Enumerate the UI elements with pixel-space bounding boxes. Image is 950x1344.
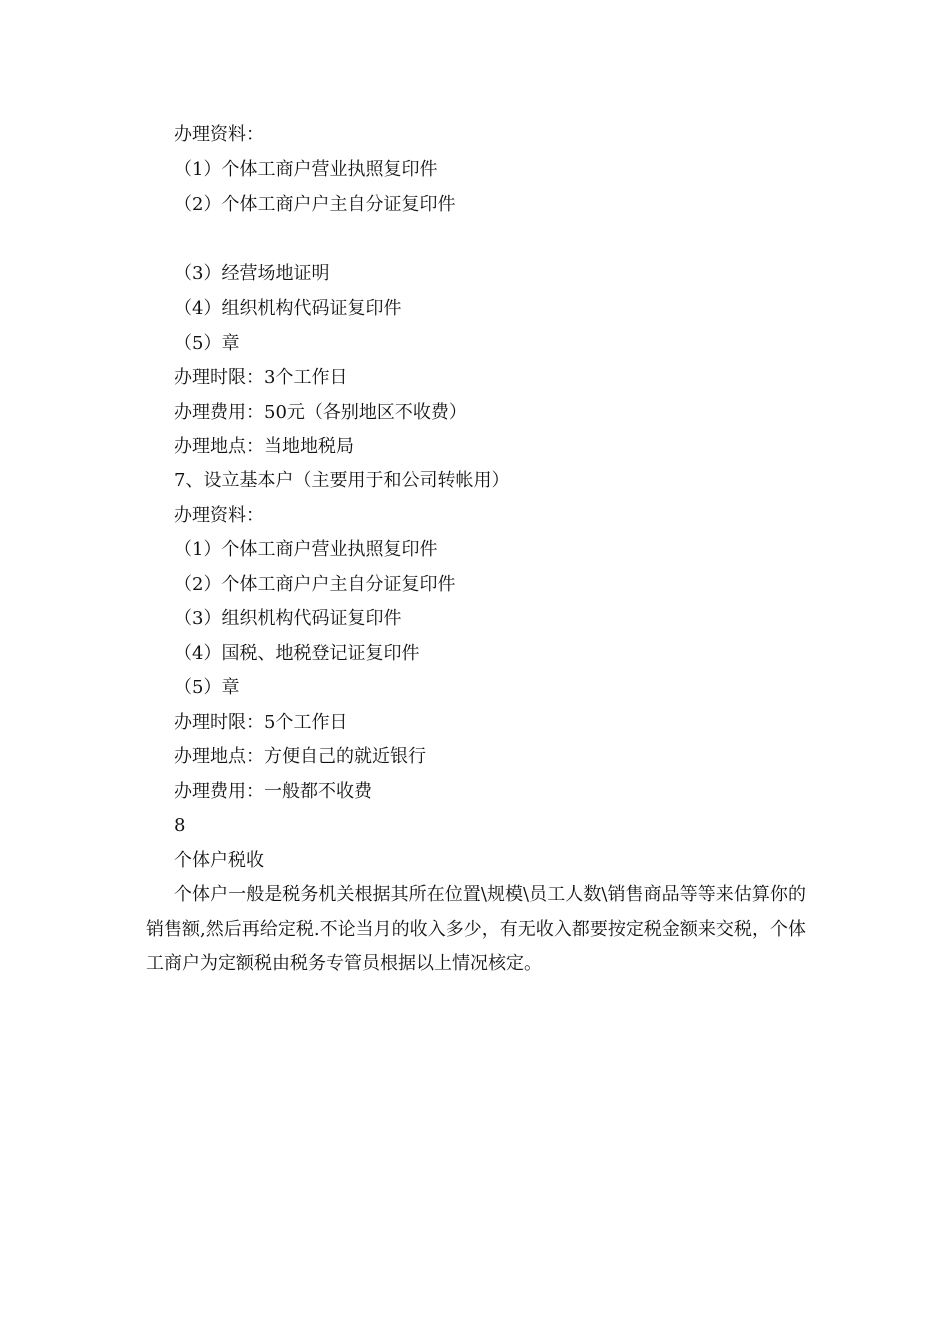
list-item: （5）章 — [174, 677, 240, 698]
processing-fee: 办理费用：50元（各别地区不收费） — [174, 402, 467, 423]
section-heading: 个体户税收 — [174, 850, 264, 871]
heading-materials: 办理资料： — [174, 505, 264, 526]
section-number: 8 — [174, 815, 186, 836]
heading-materials: 办理资料： — [174, 124, 264, 145]
list-item: （2）个体工商户户主自分证复印件 — [174, 574, 456, 595]
processing-location: 办理地点：当地地税局 — [174, 436, 354, 457]
list-item: （4）国税、地税登记证复印件 — [174, 643, 420, 664]
list-item: （3）经营场地证明 — [174, 263, 330, 284]
section-heading: 7、设立基本户（主要用于和公司转帐用） — [174, 470, 510, 491]
list-item: （2）个体工商户户主自分证复印件 — [174, 194, 456, 215]
list-item: （5）章 — [174, 333, 240, 354]
list-item: （4）组织机构代码证复印件 — [174, 298, 402, 319]
processing-time: 办理时限：5个工作日 — [174, 712, 348, 733]
processing-fee: 办理费用：一般都不收费 — [174, 781, 372, 802]
list-item: （3）组织机构代码证复印件 — [174, 608, 402, 629]
body-paragraph: 个体户一般是税务机关根据其所在位置\规模\员工人数\销售商品等等来估算你的销售额,然后再给定税.不论当月的收入多少，有无收入都要按定税金额来交税，个体工商户为定额税由税务专管员根据以上情况核定。 — [146, 884, 806, 974]
processing-location: 办理地点：方便自己的就近银行 — [174, 746, 426, 767]
processing-time: 办理时限：3个工作日 — [174, 367, 348, 388]
list-item: （1）个体工商户营业执照复印件 — [174, 539, 438, 560]
list-item: （1）个体工商户营业执照复印件 — [174, 159, 438, 180]
